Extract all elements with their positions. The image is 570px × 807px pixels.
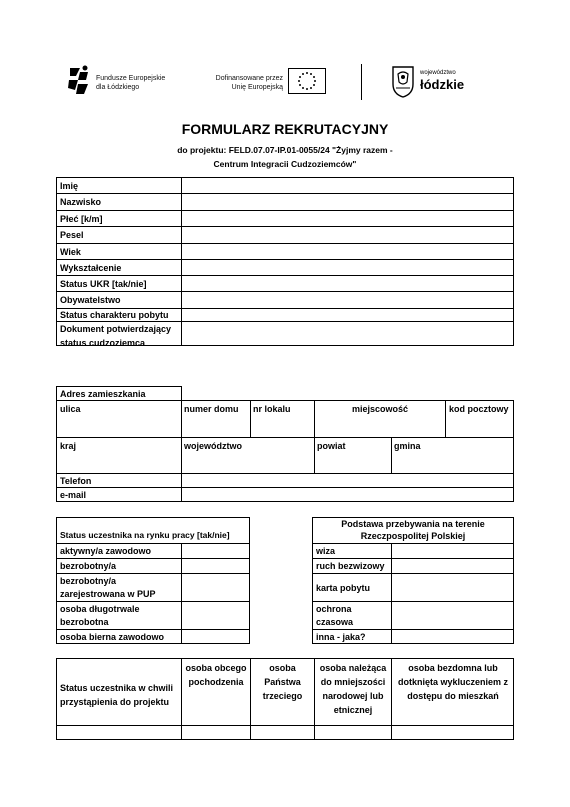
foreign-origin-field[interactable] [183,726,249,739]
region-label-small: województwo [420,70,456,76]
label-age: Wiek [60,247,81,257]
registered-unemployed-field[interactable] [183,574,249,601]
other-field[interactable] [393,630,513,643]
minority-line3: narodowej lub [322,691,384,701]
long-term-unemployed-field[interactable] [183,602,249,629]
first-name-field[interactable] [183,178,513,193]
label-other: inna - jaka? [316,632,366,642]
logo-divider [361,64,362,100]
label-apartment: nr lokalu [253,404,291,414]
label-registered-unemployed-1: bezrobotny/a [60,576,117,586]
form-subtitle-line1: do projektu: FELD.07.07-IP.01-0055/24 "Żyjmy razem - [177,145,393,155]
label-unemployed: bezrobotny/a [60,561,117,571]
residence-card-field[interactable] [393,574,513,601]
label-long-term-unemployed-1: osoba długotrwale [60,604,140,614]
homeless-line2: dotknięta wykluczeniem z [397,677,509,687]
third-country-line2: Państwa [264,677,301,687]
minority-line4: etnicznej [333,705,373,715]
visa-free-field[interactable] [393,559,513,573]
ukr-status-field[interactable] [183,276,513,291]
email-field[interactable] [183,488,513,501]
label-citizenship: Obywatelstwo [60,295,121,305]
third-country-line1: osoba [269,663,296,673]
eu-flag-icon [288,68,326,94]
age-field[interactable] [183,244,513,259]
label-long-term-unemployed-2: bezrobotna [60,617,109,627]
minority-line2: do mniejszości [320,677,386,687]
gender-field[interactable] [183,211,513,226]
label-residence-status: Status charakteru pobytu [60,310,169,320]
label-protection-1: ochrona [316,604,352,614]
label-house-number: numer domu [184,404,239,414]
label-inactive: osoba bierna zawodowo [60,632,165,642]
label-document-line2: status cudzoziemca [60,338,146,346]
label-ukr-status: Status UKR [tak/nie] [60,279,147,289]
last-name-field[interactable] [183,194,513,210]
foreign-origin-line1: osoba obcego [185,663,247,673]
minority-line1: osoba należąca [319,663,387,673]
label-visa: wiza [316,546,336,556]
form-subtitle-line2: Centrum Integracii Cudzoziemców" [213,159,357,169]
funds-logo-line2: dla Łódzkiego [96,84,140,91]
label-visa-free: ruch bezwizowy [316,561,385,571]
funds-logo-icon [66,64,92,98]
label-education: Wykształcenie [60,263,122,273]
label-employed: aktywny/a zawodowo [60,546,152,556]
label-email: e-mail [60,490,87,500]
label-phone: Telefon [60,476,92,486]
residence-header-line2: Rzeczpospolitej Polskiej [360,531,466,541]
participant-label-line1: Status uczestnika w chwili [60,683,174,693]
inactive-field[interactable] [183,630,249,643]
label-protection-2: czasowa [316,617,354,627]
funds-logo-line1: Fundusze Europejskie [96,75,166,82]
employed-field[interactable] [183,544,249,558]
visa-field[interactable] [393,544,513,558]
foreign-origin-line2: pochodzenia [188,677,244,687]
region-label-big: łódzkie [420,77,465,92]
form-title: FORMULARZ REKRUTACYJNY [181,121,389,137]
eu-funding-line1: Dofinansowane przez [215,75,283,82]
label-residence-card: karta pobytu [316,583,371,593]
education-field[interactable] [183,260,513,275]
citizenship-field[interactable] [183,292,513,308]
label-county: powiat [317,441,346,451]
protection-field[interactable] [393,602,513,629]
label-gender: Płeć [k/m] [60,214,103,224]
unemployed-field[interactable] [183,559,249,573]
residence-header-line1: Podstawa przebywania na terenie [341,519,485,529]
document-field[interactable] [183,322,513,345]
pesel-field[interactable] [183,227,513,243]
label-last-name: Nazwisko [60,197,102,207]
label-document-line1: Dokument potwierdzający [60,324,172,334]
label-first-name: Imię [60,181,79,191]
homeless-field[interactable] [393,726,513,739]
label-street: ulica [60,404,81,414]
residence-status-field[interactable] [183,309,513,321]
homeless-line3: dostępu do mieszkań [407,691,499,701]
label-pesel: Pesel [60,230,84,240]
label-registered-unemployed-2: zarejestrowana w PUP [60,589,156,599]
label-municipality: gmina [394,441,421,451]
third-country-field[interactable] [252,726,313,739]
address-header: Adres zamieszkania [60,389,146,399]
third-country-line3: trzeciego [262,691,303,701]
minority-field[interactable] [316,726,390,739]
label-voivodeship: województwo [184,441,242,451]
labour-status-header: Status uczestnika na rynku pracy [tak/nie] [60,530,230,540]
participant-label-line2: przystąpienia do projektu [60,697,170,707]
eu-funding-line2: Unię Europejską [231,84,283,91]
label-country: kraj [60,441,77,451]
phone-field[interactable] [183,474,513,487]
header-logo-bar [62,58,484,108]
region-crest-icon [390,64,416,98]
label-city: miejscowość [351,404,409,414]
label-postal-code: kod pocztowy [449,404,509,414]
homeless-line1: osoba bezdomna lub [408,663,498,673]
